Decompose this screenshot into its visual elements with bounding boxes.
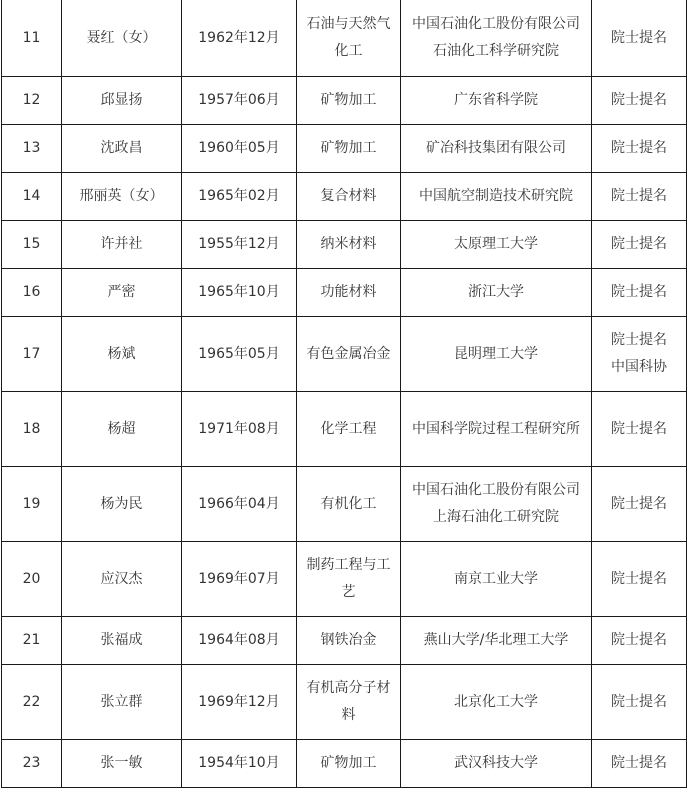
- cell-source: [592, 617, 687, 665]
- cell-name: 杨斌: [62, 317, 182, 392]
- source-line: 院士提名: [611, 29, 667, 46]
- cell-organization: 矿冶科技集团有限公司: [401, 125, 592, 173]
- cell-source: [592, 221, 687, 269]
- cell-name: 应汉杰: [62, 542, 182, 617]
- cell-source: [592, 77, 687, 125]
- cell-birth-date: 1971年08月: [182, 392, 297, 467]
- source-line: 院士提名: [611, 495, 667, 512]
- cell-organization: 浙江大学: [401, 269, 592, 317]
- cell-organization: 中国航空制造技术研究院: [401, 173, 592, 221]
- cell-name: 杨为民: [62, 467, 182, 542]
- cell-number: 21: [2, 617, 62, 665]
- cell-field: 钢铁冶金: [297, 617, 401, 665]
- table-row: [2, 467, 687, 542]
- cell-source: [592, 467, 687, 542]
- cell-name: 严密: [62, 269, 182, 317]
- cell-number: 12: [2, 77, 62, 125]
- source-line: 中国科协: [611, 359, 667, 375]
- cell-organization: 南京工业大学: [401, 542, 592, 617]
- cell-birth-date: 1965年10月: [182, 269, 297, 317]
- cell-name: 张福成: [62, 617, 182, 665]
- cell-name: 邱显扬: [62, 77, 182, 125]
- cell-source: [592, 542, 687, 617]
- cell-organization: 中国石油化工股份有限公司上海石油化工研究院: [401, 467, 592, 542]
- source-line: 院士提名: [611, 236, 667, 252]
- cell-birth-date: 1955年12月: [182, 221, 297, 269]
- cell-name: 邢丽英（女）: [62, 173, 182, 221]
- cell-name: 沈政昌: [62, 125, 182, 173]
- source-line: 院士提名: [611, 188, 667, 204]
- cell-number: 14: [2, 173, 62, 221]
- cell-birth-date: 1965年02月: [182, 173, 297, 221]
- cell-field: 有色金属冶金: [297, 317, 401, 392]
- cell-number: 19: [2, 467, 62, 542]
- cell-birth-date: 1964年08月: [182, 617, 297, 665]
- cell-field: 功能材料: [297, 269, 401, 317]
- cell-name: 张一敏: [62, 740, 182, 788]
- cell-organization: 昆明理工大学: [401, 317, 592, 392]
- cell-organization: 中国科学院过程工程研究所: [401, 392, 592, 467]
- table-row: [2, 125, 687, 173]
- cell-birth-date: 1960年05月: [182, 125, 297, 173]
- cell-birth-date: 1954年10月: [182, 740, 297, 788]
- cell-number: 15: [2, 221, 62, 269]
- table-row: [2, 269, 687, 317]
- cell-number: 11: [2, 0, 62, 77]
- cell-name: 许并社: [62, 221, 182, 269]
- cell-birth-date: 1957年06月: [182, 77, 297, 125]
- cell-organization: 广东省科学院: [401, 77, 592, 125]
- table-row: [2, 740, 687, 788]
- cell-organization: 武汉科技大学: [401, 740, 592, 788]
- table-row: [2, 392, 687, 467]
- source-line: 院士提名: [611, 284, 667, 300]
- source-line: 院士提名: [611, 92, 667, 108]
- cell-number: 17: [2, 317, 62, 392]
- cell-birth-date: 1969年12月: [182, 665, 297, 740]
- source-line: 院士提名: [611, 332, 667, 348]
- table-row: [2, 221, 687, 269]
- cell-field: 纳米材料: [297, 221, 401, 269]
- source-line: 院士提名: [611, 632, 667, 648]
- cell-field: 制药工程与工艺: [297, 542, 401, 617]
- cell-number: 23: [2, 740, 62, 788]
- table-row: [2, 665, 687, 740]
- cell-source: [592, 740, 687, 788]
- table-row: [2, 173, 687, 221]
- cell-organization: 太原理工大学: [401, 221, 592, 269]
- cell-name: 杨超: [62, 392, 182, 467]
- cell-name: 张立群: [62, 665, 182, 740]
- source-line: 院士提名: [611, 693, 667, 710]
- cell-number: 16: [2, 269, 62, 317]
- cell-field: 有机高分子材料: [297, 665, 401, 740]
- cell-field: 矿物加工: [297, 77, 401, 125]
- cell-field: 化学工程: [297, 392, 401, 467]
- cell-source: [592, 0, 687, 77]
- cell-number: 22: [2, 665, 62, 740]
- source-line: 院士提名: [611, 570, 667, 587]
- cell-birth-date: 1965年05月: [182, 317, 297, 392]
- table-row: [2, 0, 687, 77]
- cell-source: [592, 392, 687, 467]
- source-line: 院士提名: [611, 755, 667, 771]
- table-row: [2, 542, 687, 617]
- cell-source: [592, 125, 687, 173]
- cell-field: 矿物加工: [297, 740, 401, 788]
- cell-source: [592, 173, 687, 221]
- source-line: 院士提名: [611, 140, 667, 156]
- cell-organization: 中国石油化工股份有限公司石油化工科学研究院: [401, 0, 592, 77]
- cell-organization: 燕山大学/华北理工大学: [401, 617, 592, 665]
- cell-source: [592, 665, 687, 740]
- cell-field: 有机化工: [297, 467, 401, 542]
- cell-number: 20: [2, 542, 62, 617]
- cell-birth-date: 1962年12月: [182, 0, 297, 77]
- cell-field: 矿物加工: [297, 125, 401, 173]
- candidates-table: [1, 0, 687, 788]
- cell-field: 复合材料: [297, 173, 401, 221]
- table-row: [2, 617, 687, 665]
- table-body: [2, 0, 687, 788]
- cell-number: 18: [2, 392, 62, 467]
- cell-source: [592, 317, 687, 392]
- table-row: [2, 317, 687, 392]
- cell-organization: 北京化工大学: [401, 665, 592, 740]
- cell-birth-date: 1966年04月: [182, 467, 297, 542]
- cell-source: [592, 269, 687, 317]
- cell-number: 13: [2, 125, 62, 173]
- source-line: 院士提名: [611, 420, 667, 437]
- table-row: [2, 77, 687, 125]
- cell-birth-date: 1969年07月: [182, 542, 297, 617]
- cell-name: 聂红（女）: [62, 0, 182, 77]
- cell-field: 石油与天然气化工: [297, 0, 401, 77]
